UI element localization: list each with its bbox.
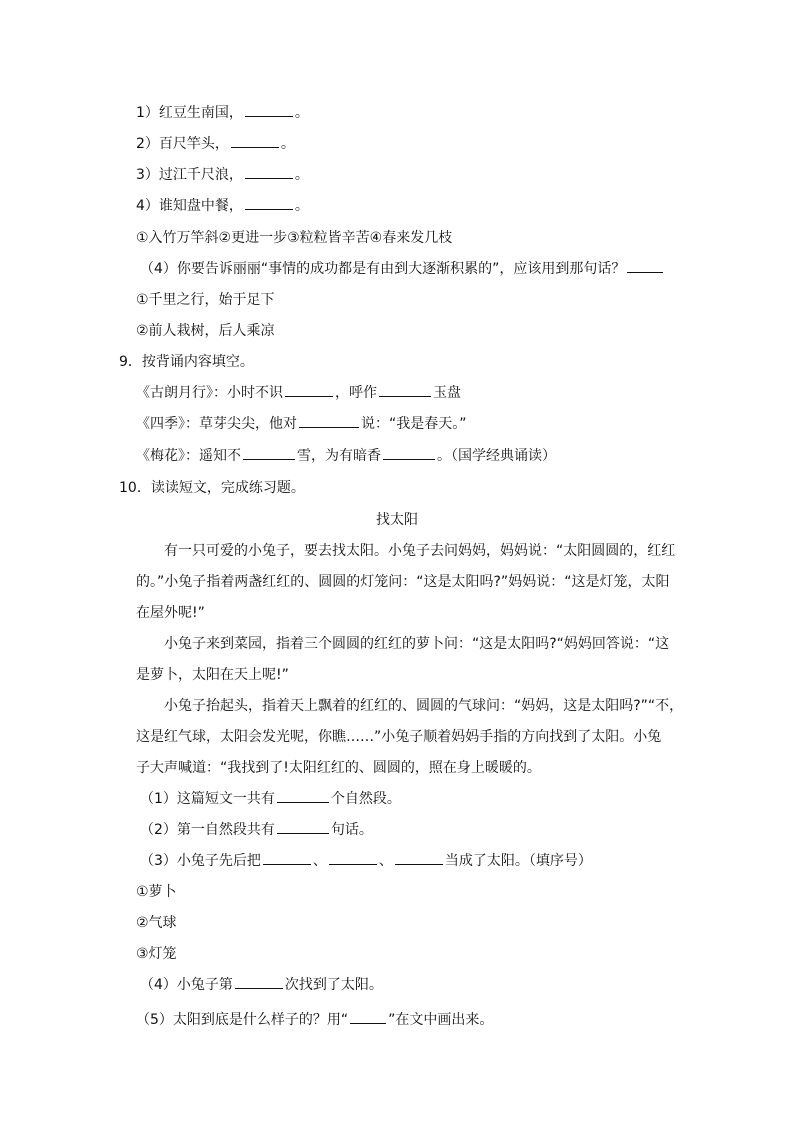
q10-option-1: ①萝卜: [136, 884, 177, 900]
answer-blank[interactable]: [245, 197, 293, 210]
q10-sub-2: [140, 820, 373, 840]
q9-line-3: [136, 446, 556, 466]
q10-sub-2-b: 句话。: [330, 822, 373, 838]
q8-sub4-option-2: ②前人栽树，后人乘凉: [136, 323, 275, 339]
q8-item-3: [136, 165, 309, 185]
q9-line-3-c: 。（国学经典诵读）: [437, 448, 556, 464]
q10-sub-3: [140, 851, 592, 871]
answer-blank[interactable]: [245, 166, 293, 179]
q8-item-4-end: 。: [294, 198, 309, 214]
answer-blank[interactable]: [235, 976, 283, 989]
q8-options: ①入竹万竿斜②更进一步③粒粒皆辛苦④春来发几枝: [136, 230, 453, 246]
q8-sub4-text: （4）你要告诉丽丽“事情的成功都是有由到大逐渐积累的”，应该用到那句话？: [140, 261, 626, 277]
passage-p1-line-1: 有一只可爱的小兔子，要去找太阳。小兔子去问妈妈，妈妈说：“太阳圆圆的，红红: [164, 543, 676, 559]
q10-option-3: ③灯笼: [136, 946, 177, 962]
q8-item-1-end: 。: [294, 105, 309, 121]
answer-blank[interactable]: [379, 384, 431, 397]
answer-blank[interactable]: [277, 821, 329, 834]
q9-line-1-a: 《古朗月行》：小时不识: [136, 385, 283, 401]
q8-sub4: [140, 259, 665, 279]
q10-sub-4: [140, 975, 383, 995]
passage-p1-line-3: 在屋外呢!”: [136, 605, 205, 621]
q10-sub-3-b: 当成了太阳。（填序号）: [444, 853, 592, 869]
answer-blank[interactable]: [383, 447, 435, 460]
q8-item-2-text: 2）百尺竿头，: [136, 136, 229, 152]
q9-line-2: [136, 414, 467, 434]
q8-item-1-text: 1）红豆生南国，: [136, 105, 243, 121]
q8-item-4-text: 4）谁知盘中餐，: [136, 198, 243, 214]
answer-blank[interactable]: [231, 135, 279, 148]
q8-sub4-option-1: ①千里之行，始于足下: [136, 292, 275, 308]
q10-sub-5-a: （5）太阳到底是什么样子的？用“: [136, 1012, 349, 1028]
passage-p2-line-2: 是萝卜，太阳在天上呢!”: [136, 667, 289, 683]
q9-line-1-b: ，呼作: [335, 385, 377, 401]
q10-sub-3-a: （3）小兔子先后把: [140, 853, 261, 869]
q10-sub-2-a: （2）第一自然段共有: [140, 822, 275, 838]
passage-p2-line-1: 小兔子来到菜园，指着三个圆圆的红红的萝卜问：“这是太阳吗?“妈妈回答说：“这: [164, 636, 670, 652]
q8-item-3-text: 3）过江千尺浪，: [136, 167, 243, 183]
q8-item-3-end: 。: [294, 167, 309, 183]
q8-item-2-end: 。: [280, 136, 295, 152]
q9-line-1: [136, 383, 461, 403]
q10-sub-5-b: ”在文中画出来。: [388, 1012, 494, 1028]
q10-sub-5: [136, 1010, 493, 1030]
answer-blank[interactable]: [263, 852, 311, 865]
passage-p3-line-3: 子大声喊道：“我找到了!太阳红红的、圆圆的，照在身上暖暖的。: [136, 760, 541, 776]
answer-blank[interactable]: [395, 852, 443, 865]
q9-heading: 9．按背诵内容填空。: [119, 354, 254, 370]
q8-item-2: [136, 134, 295, 154]
separator: 、: [378, 853, 393, 869]
q10-option-2: ②气球: [136, 915, 177, 931]
q10-sub-1-b: 个自然段。: [330, 791, 401, 807]
q10-sub-1-a: （1）这篇短文一共有: [140, 791, 275, 807]
answer-blank[interactable]: [245, 104, 293, 117]
answer-blank[interactable]: [277, 790, 329, 803]
answer-blank[interactable]: [329, 852, 377, 865]
q10-heading: 10．读读短文，完成练习题。: [119, 480, 305, 496]
q9-line-3-b: 雪，为有暗香: [297, 448, 381, 464]
answer-blank[interactable]: [285, 384, 333, 397]
q9-line-3-a: 《梅花》：遥知不: [136, 448, 241, 464]
passage-p1-line-2: 的。”小兔子指着两盏红红的、圆圆的灯笼问：“这是太阳吗?”妈妈说：“这是灯笼，太阳: [136, 574, 670, 590]
answer-blank[interactable]: [243, 447, 295, 460]
q10-sub-4-a: （4）小兔子第: [140, 977, 233, 993]
q10-sub-4-b: 次找到了太阳。: [284, 977, 383, 993]
separator: 、: [312, 853, 327, 869]
q9-line-2-b: 说：“我是春天。”: [361, 416, 467, 432]
passage-title: 找太阳: [376, 512, 418, 528]
q9-line-1-c: 玉盘: [433, 385, 461, 401]
q10-sub-1: [140, 789, 401, 809]
q9-line-2-a: 《四季》：草芽尖尖，他对: [136, 416, 297, 432]
q8-item-1: [136, 103, 309, 123]
answer-blank[interactable]: [350, 1011, 386, 1024]
passage-p3-line-2: 这是红气球，太阳会发光呢，你瞧……”小兔子顺着妈妈手指的方向找到了太阳。小兔: [136, 729, 662, 745]
answer-blank[interactable]: [299, 415, 359, 428]
q8-item-4: [136, 196, 309, 216]
passage-p3-line-1: 小兔子抬起头，指着天上飘着的红红的、圆圆的气球问：“妈妈，这是太阳吗?”“不，: [164, 698, 684, 714]
answer-blank[interactable]: [627, 260, 663, 273]
